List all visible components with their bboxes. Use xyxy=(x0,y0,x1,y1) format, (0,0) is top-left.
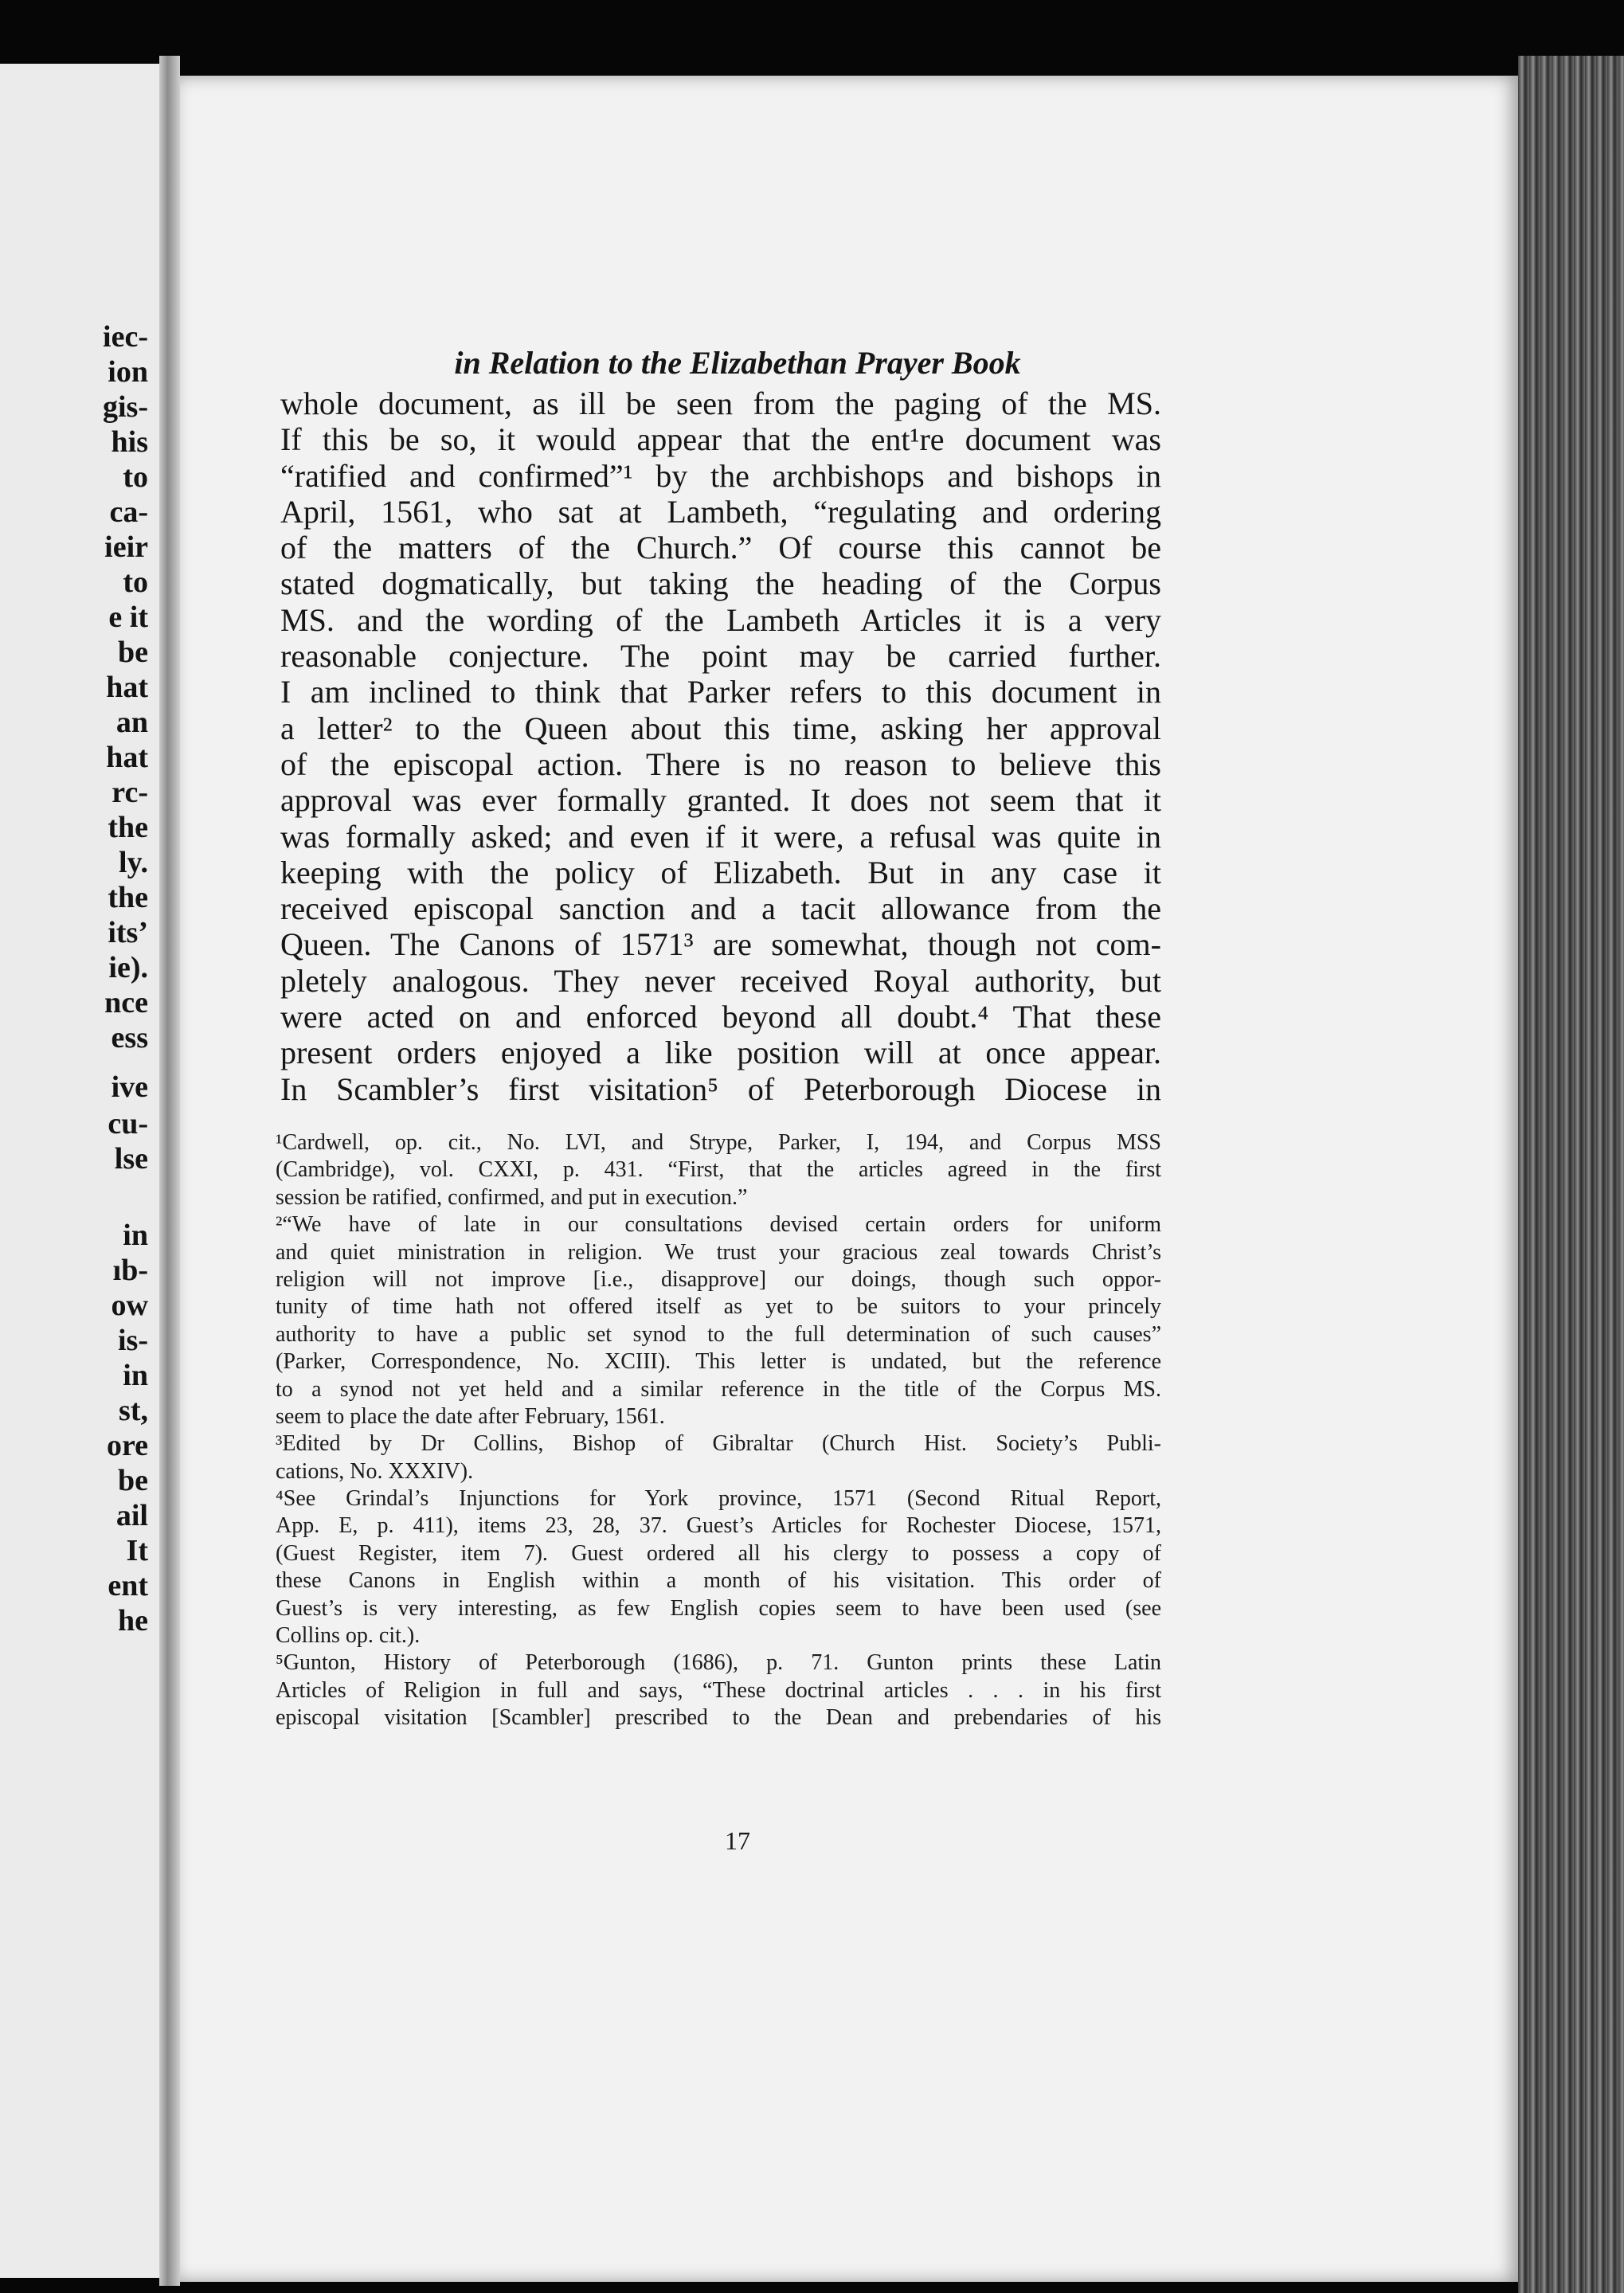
left-page-fragment: ie). xyxy=(108,951,148,984)
footnote-line: ³Edited by Dr Collins, Bishop of Gibraltar (Church Hist. Society’s Publi- xyxy=(276,1431,1161,1457)
book-gutter xyxy=(159,56,180,2286)
left-page-fragment: in xyxy=(123,1219,148,1252)
left-page-fragment: ent xyxy=(108,1569,148,1602)
left-page-fragment: It xyxy=(126,1534,148,1567)
page-number: 17 xyxy=(725,1826,750,1855)
body-line: MS. and the wording of the Lambeth Articles it is a very xyxy=(280,601,1161,638)
left-page-fragment: ess xyxy=(111,1021,148,1055)
left-page-fragment: his xyxy=(111,425,148,459)
footnote-line: session be ratified, confirmed, and put in execution.” xyxy=(276,1184,748,1210)
footnote-line: these Canons in English within a month of his visitation. This order of xyxy=(276,1568,1161,1594)
body-line: approval was ever formally granted. It does not seem that it xyxy=(280,782,1161,819)
left-page-fragment: hat xyxy=(106,671,148,704)
footnote-line: (Parker, Correspondence, No. XCIII). This letter is undated, but the reference xyxy=(276,1349,1161,1375)
body-text xyxy=(280,385,1161,1107)
left-page-fragment: e it xyxy=(108,601,148,634)
footnote-line: (Guest Register, item 7). Guest ordered all his clergy to possess a copy of xyxy=(276,1540,1161,1566)
body-line: stated dogmatically, but taking the heading of the Corpus xyxy=(280,565,1161,602)
body-line: present orders enjoyed a like position will at once appear. xyxy=(280,1035,1161,1071)
left-page-fragment: ive xyxy=(111,1070,148,1104)
body-line: was formally asked; and even if it were, a refusal was quite in xyxy=(280,818,1161,855)
left-page-fragment: its’ xyxy=(108,916,148,949)
left-page-fragment: ca- xyxy=(109,495,148,529)
left-page-fragment: is- xyxy=(118,1324,148,1357)
left-page-fragment: ion xyxy=(108,355,148,389)
footnote-line: (Cambridge), vol. CXXI, p. 431. “First, that the articles agreed in the first xyxy=(276,1157,1161,1183)
left-page-fragment: nce xyxy=(104,986,148,1019)
left-page-fragment: ly. xyxy=(119,846,148,879)
footnote-line: ⁵Gunton, History of Peterborough (1686), p. 71. Gunton prints these Latin xyxy=(276,1650,1161,1676)
body-line: In Scambler’s first visitation⁵ of Peterborough Diocese in xyxy=(280,1070,1161,1107)
body-line: were acted on and enforced beyond all doubt.⁴ That these xyxy=(280,999,1161,1035)
footnote-line: Articles of Religion in full and says, “These doctrinal articles . . . in his first xyxy=(276,1677,1161,1703)
left-page-fragment: st, xyxy=(119,1394,148,1427)
left-page-fragment: the xyxy=(108,811,148,844)
left-page-fragment: to xyxy=(123,565,148,599)
footnotes xyxy=(276,1129,1161,1732)
left-page-fragment: lse xyxy=(114,1142,148,1176)
body-line: I am inclined to think that Parker refers to this document in xyxy=(280,674,1161,710)
left-page-fragment: cu- xyxy=(108,1107,148,1141)
footnote-line: ²“We have of late in our consultations devised certain orders for uniform xyxy=(276,1212,1161,1238)
left-page-fragment: be xyxy=(118,636,148,669)
body-line: received episcopal sanction and a tacit allowance from the xyxy=(280,890,1161,927)
left-page-fragment: rc- xyxy=(112,776,148,809)
left-page-fragment: in xyxy=(123,1359,148,1392)
footnote-line: to a synod not yet held and a similar reference in the title of the Corpus MS. xyxy=(276,1376,1161,1402)
left-page-fragment: gis- xyxy=(103,390,148,424)
left-page-fragment: ore xyxy=(106,1429,148,1462)
footnote-line: ⁴See Grindal’s Injunctions for York province, 1571 (Second Ritual Report, xyxy=(276,1486,1161,1512)
left-page xyxy=(0,64,159,2278)
body-line: a letter² to the Queen about this time, asking her approval xyxy=(280,710,1161,746)
left-page-fragment: hat xyxy=(106,741,148,774)
footnote-line: religion will not improve [i.e., disapprove] our doings, though such oppor- xyxy=(276,1266,1161,1292)
body-line: pletely analogous. They never received Royal authority, but xyxy=(280,962,1161,999)
body-line: Queen. The Canons of 1571³ are somewhat, though not com- xyxy=(280,926,1161,963)
left-page-fragment: an xyxy=(115,706,148,739)
body-line: reasonable conjecture. The point may be carried further. xyxy=(280,638,1161,675)
left-page-fragment: iec- xyxy=(103,320,148,354)
left-page-fragment: he xyxy=(118,1604,148,1638)
left-page-fragment: ieir xyxy=(104,530,148,564)
body-line: April, 1561, who sat at Lambeth, “regulating and ordering xyxy=(280,493,1161,530)
body-line: whole document, as ill be seen from the paging of the MS. xyxy=(280,385,1161,421)
footnote-line: cations, No. XXXIV). xyxy=(276,1458,474,1484)
footnote-line: authority to have a public set synod to the full determination of such causes” xyxy=(276,1321,1161,1347)
footnote-line: Guest’s is very interesting, as few English copies seem to have been used (see xyxy=(276,1595,1161,1621)
left-page-fragment: be xyxy=(118,1464,148,1497)
body-line: If this be so, it would appear that the ent¹re document was xyxy=(280,421,1161,458)
footnote-line: episcopal visitation [Scambler] prescribed to the Dean and prebendaries of his xyxy=(276,1705,1161,1731)
left-page-fragment: ıb- xyxy=(112,1254,148,1287)
footnote-line: Collins op. cit.). xyxy=(276,1623,421,1649)
body-line: of the episcopal action. There is no reason to believe this xyxy=(280,745,1161,782)
footnote-line: seem to place the date after February, 1561. xyxy=(276,1403,665,1429)
footnote-line: and quiet ministration in religion. We trust your gracious zeal towards Christ’s xyxy=(276,1239,1161,1265)
body-line: “ratified and confirmed”¹ by the archbishops and bishops in xyxy=(280,457,1161,494)
footnote-line: tunity of time hath not offered itself as yet to be suitors to your princely xyxy=(276,1294,1161,1320)
body-line: keeping with the policy of Elizabeth. But in any case it xyxy=(280,854,1161,890)
left-page-fragment: ow xyxy=(111,1289,148,1322)
running-head: in Relation to the Elizabethan Prayer Book xyxy=(454,345,1021,381)
footnote-line: App. E, p. 411), items 23, 28, 37. Guest’s Articles for Rochester Diocese, 1571, xyxy=(276,1513,1161,1539)
left-page-fragment: ail xyxy=(115,1499,148,1532)
left-page-fragment: to xyxy=(123,460,148,494)
footnote-line: ¹Cardwell, op. cit., No. LVI, and Strype, Parker, I, 194, and Corpus MSS xyxy=(276,1130,1161,1155)
left-page-fragment: the xyxy=(108,881,148,914)
body-line: of the matters of the Church.” Of course this cannot be xyxy=(280,530,1161,566)
page-edges xyxy=(1518,56,1624,2293)
